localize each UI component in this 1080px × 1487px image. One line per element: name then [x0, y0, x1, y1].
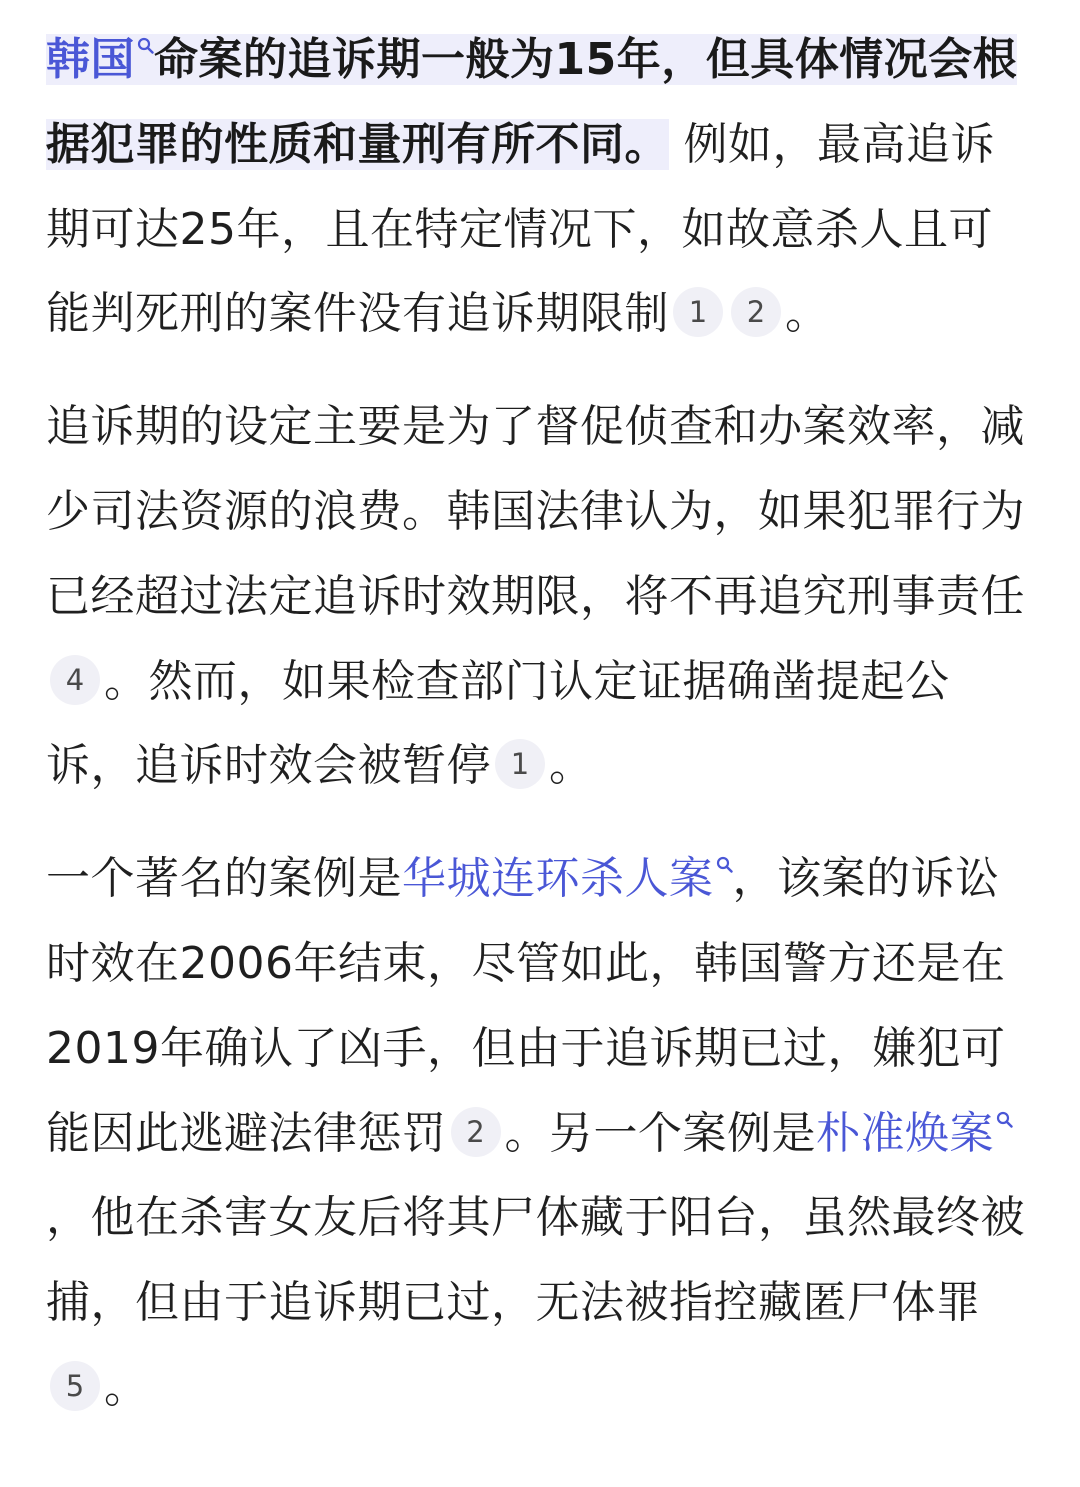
paragraph-text: 。另一个案例是 — [504, 1107, 816, 1159]
search-icon — [996, 1111, 1013, 1128]
paragraph-statute-purpose — [46, 385, 1036, 809]
paragraph-text: ，该案的诉讼时效在2006年结束，尽管如此，韩国警方还是在2019年确认了凶手，但由于追诉期已过，嫌犯可能因此逃避法律惩罚 — [46, 853, 1006, 1159]
paragraph-text: 例如，最高追诉期可达25年，且在特定情况下，如故意杀人且可能判死刑的案件没有追诉期限制 — [46, 118, 995, 340]
link-korea-label: 韩国 — [46, 34, 135, 85]
paragraph-statute-overview — [46, 18, 1036, 357]
punctuation: 。 — [549, 740, 594, 792]
citation-badge[interactable]: 5 — [50, 1361, 100, 1411]
search-icon — [716, 856, 733, 873]
search-icon — [137, 37, 154, 54]
answer-content — [46, 0, 1036, 1431]
paragraph-text: 。然而，如果检查部门认定证据确凿提起公诉，追诉时效会被暂停 — [46, 655, 950, 792]
paragraph-text: 一个著名的案例是 — [46, 853, 402, 905]
citation-badge[interactable]: 2 — [451, 1107, 501, 1157]
citation-badge[interactable]: 1 — [495, 739, 545, 789]
citation-badge[interactable]: 1 — [673, 287, 723, 337]
link-park-case[interactable] — [816, 1108, 1013, 1159]
link-korea[interactable] — [46, 34, 154, 85]
paragraph-text: ，他在杀害女友后将其尸体藏于阳台，虽然最终被捕，但由于追诉期已过，无法被指控藏匿尸体罪 — [46, 1192, 1025, 1329]
paragraph-text: 追诉期的设定主要是为了督促侦查和办案效率，减少司法资源的浪费。韩国法律认为，如果犯罪行为已经超过法定追诉时效期限，将不再追究刑事责任 — [46, 401, 1025, 622]
paragraph-case-examples — [46, 837, 1036, 1431]
punctuation: 。 — [785, 288, 830, 340]
link-hwaseong-label: 华城连环杀人案 — [402, 853, 714, 905]
citation-badge[interactable]: 4 — [50, 655, 100, 705]
link-hwaseong-case[interactable] — [402, 853, 733, 904]
link-park-label: 朴准焕案 — [816, 1107, 994, 1159]
highlight-text: 命案的追诉期一般为15年，但具体情况会根据犯罪的性质和量刑有所不同。 — [46, 34, 1018, 170]
citation-badge[interactable]: 2 — [731, 287, 781, 337]
punctuation: 。 — [104, 1361, 149, 1413]
